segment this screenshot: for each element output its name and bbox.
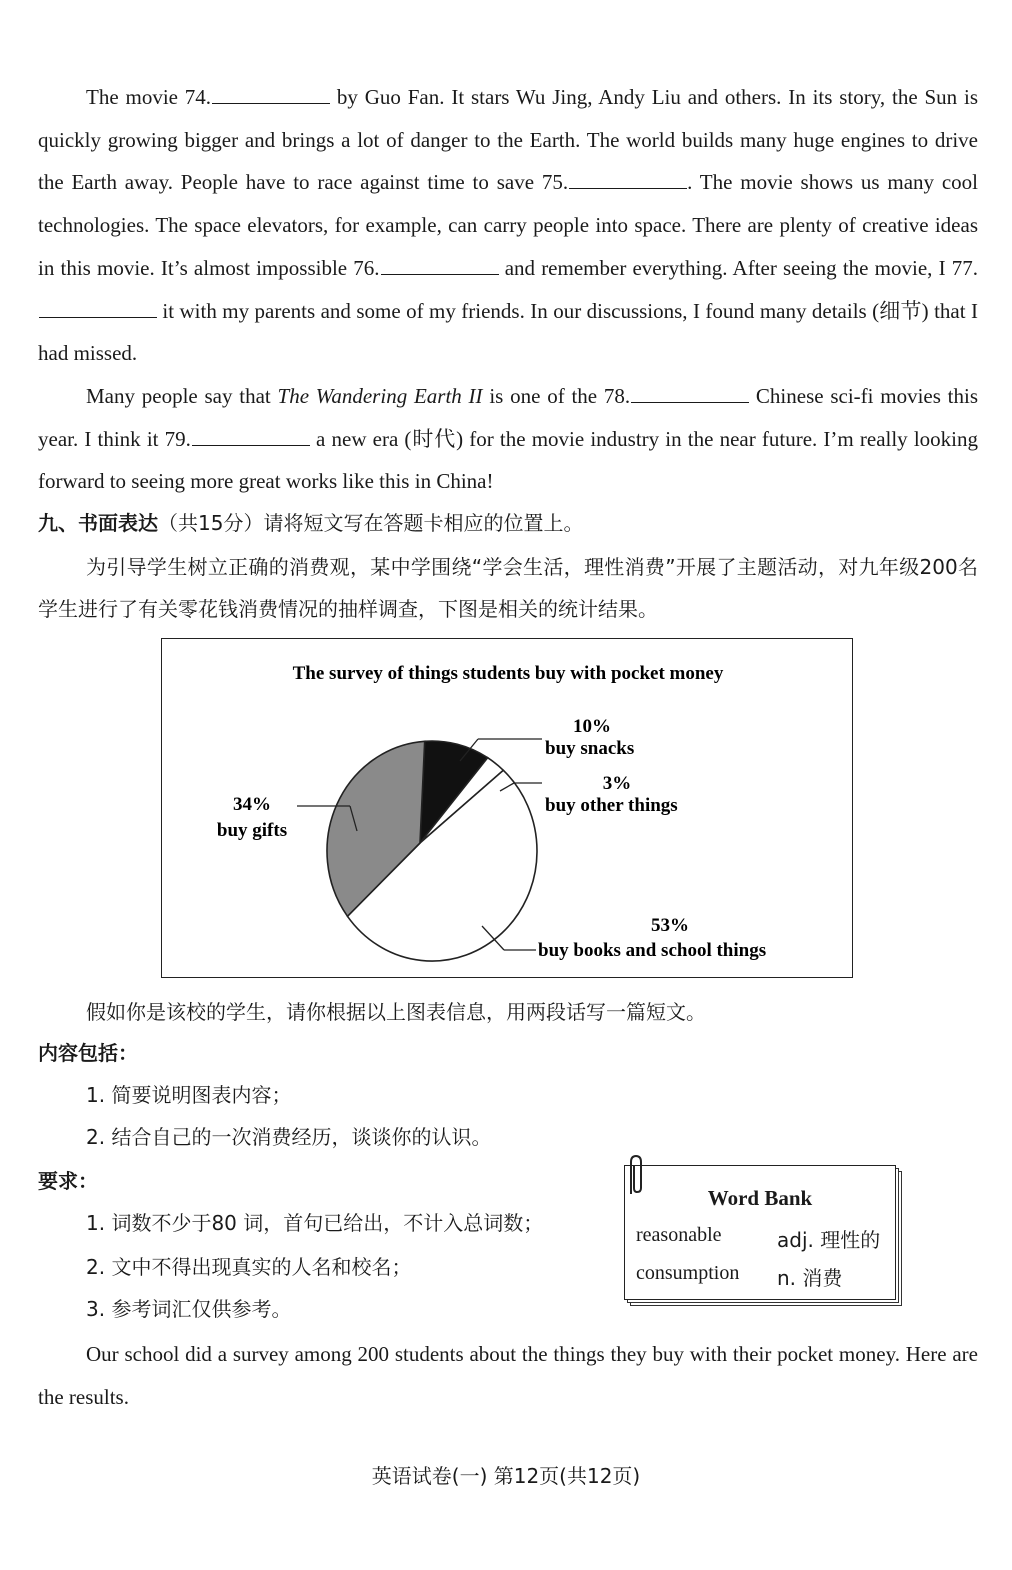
content-item-2: 2. 结合自己的一次消费经历，谈谈你的认识。 [86,1125,492,1149]
content-label: 内容包括： [38,1041,138,1065]
label-snacks: buy snacks [545,738,635,759]
word-bank-title: Word Bank [707,1186,813,1210]
pie-chart [162,639,854,979]
word-bank-entry-2: consumption n. 消费 [636,1262,843,1290]
label-gifts-percent: 34% [233,794,271,815]
movie-title: The Wandering Earth II [277,384,483,408]
section-9-instruction: 请将短文写在答题卡相应的位置上。 [263,511,584,535]
blank-75[interactable] [569,170,687,189]
task-instruction: 假如你是该校的学生，请你根据以上图表信息，用两段话写一篇短文。 [86,1000,706,1024]
section-9-score: （共15分） [158,511,264,535]
blank-79[interactable] [192,427,310,446]
word-bank-entry-1: reasonable adj. 理性的 [636,1224,881,1252]
requirement-3: 3. 参考词汇仅供参考。 [86,1297,292,1321]
blank-78[interactable] [631,384,749,403]
pie-chart-frame [161,638,853,978]
blank-74[interactable] [212,85,330,104]
chart-title: The survey of things students buy with pocket money [292,663,724,684]
opening-sentence: Our school did a survey among 200 students about the things they buy with their pocket money. Here are the results. [38,1342,978,1409]
section-9-intro: 为引导学生树立正确的消费观，某中学围绕“学会生活，理性消费”开展了主题活动，对九年级200名学生进行了有关零花钱消费情况的抽样调查，下图是相关的统计结果。 [38,555,978,621]
content-item-1: 1. 简要说明图表内容； [86,1083,292,1107]
label-books: buy books and school things [538,940,767,961]
requirements-label: 要求： [38,1169,98,1193]
word-bank [624,1165,901,1305]
label-other-percent: 3% [602,773,632,794]
section-9-heading [38,504,583,542]
label-books-percent: 53% [651,915,689,936]
blank-77[interactable] [39,299,157,318]
passage-paragraph-2: Many people say that The Wandering Earth II is one of the 78. Chinese sci-fi movies this year. I think it 79. a new era (时代) for the movie industry in the near future. I’m really looking forward to seeing more great works like this in China! [38,384,979,494]
label-gifts: buy gifts [216,820,288,841]
blank-76[interactable] [381,256,499,275]
label-snacks-percent: 10% [573,716,611,737]
requirement-2: 2. 文中不得出现真实的人名和校名； [86,1255,412,1279]
passage-paragraph-1: The movie 74. by Guo Fan. It stars Wu Jing, Andy Liu and others. In its story, the Sun is quickly growing bigger and brings a lot of danger to the Earth. The world builds many huge engines to drive the Earth away. People have to race against time to save 75. . The movie shows us many cool technologies. The space elevators, for example, can carry people into space. There are plenty of creative ideas in this movie. It’s almost impossible 76. and remember everything. After seeing the movie, I 77. it with my parents and some of my friends. In our discussions, I found many details (细节) that I had missed. [38,85,978,366]
section-9-label: 九、书面表达 [38,511,158,535]
requirement-1: 1. 词数不少于80 词，首句已给出，不计入总词数； [86,1211,544,1235]
page-footer: 英语试卷(一) 第12页(共12页) [371,1464,641,1488]
label-other: buy other things [545,795,678,816]
